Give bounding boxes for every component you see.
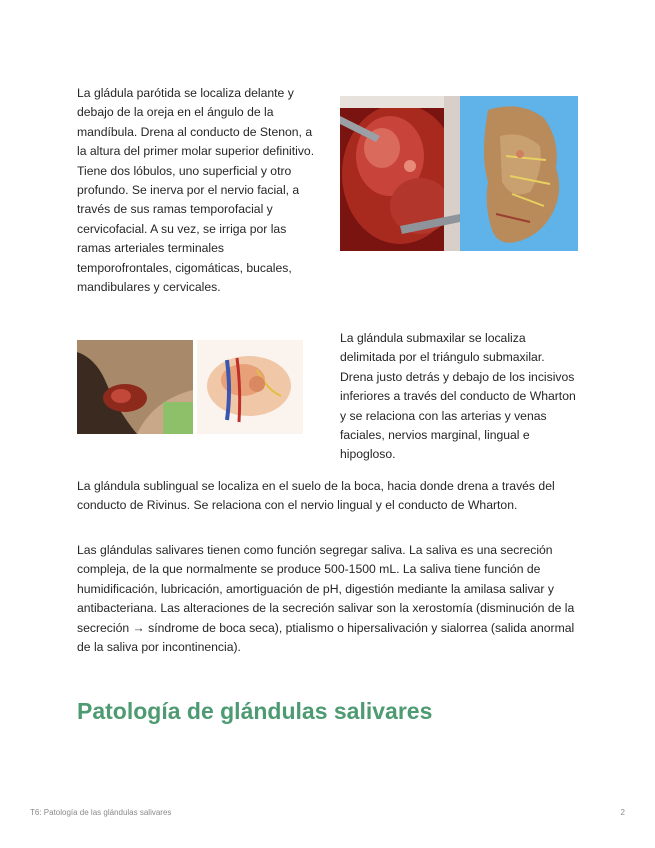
submaxillary-anatomy-drawing (197, 340, 303, 434)
submaxillary-paragraph: La glándula submaxilar se localiza delimitada por el triángulo submaxilar. Drena justo detrás y debajo de los incisivos inferiores a través del conducto de Wharton y se relaciona con las arterias y venas faciales, nervios marginal, lingual e hipogloso. (340, 331, 576, 462)
page-number: 2 (620, 808, 625, 817)
parotid-paragraph: La gládula parótida se localiza delante y debajo de la oreja en el ángulo de la mandíbula. Drena al conducto de Stenon, a la altura del primer molar superior definitivo. Tiene dos lóbulos, uno superficial y otro profundo. Se inerva por el nervio facial, a través de sus ramas temporofacial y cervicofacial. A su vez, se irriga por las ramas arteriales terminales temporofrontales, cigomáticas, bucales, mandibulares y cervicales. (77, 86, 315, 295)
section-heading: Patología de glándulas salivares (77, 698, 433, 724)
sublingual-paragraph: La glándula sublingual se localiza en el suelo de la boca, hacia donde drena a través del conducto de Rivinus. Se relaciona con el nervio lingual y el conducto de Wharton. (77, 479, 555, 513)
parotid-dissection-image (460, 96, 578, 251)
parotid-surgery-image (340, 96, 460, 251)
salivary-function-paragraph: Las glándulas salivares tienen como función segregar saliva. La saliva es una secreción compleja, de la que normalmente se produce 500-1500 mL. La saliva tiene función de humidificación, lubricación, amortiguación de pH, digestión mediante la amilasa salivar y antibacteriana. Las alteraciones de la secreción salivar son la xerostomía (disminución de la secreción → síndrome de boca seca), ptialismo o hipersalivación y sialorrea (salida anormal de la saliva por incontinencia). (77, 543, 575, 655)
footer-title: T6: Patología de las glándulas salivares (30, 808, 172, 817)
submaxillary-photo-image (77, 340, 193, 434)
